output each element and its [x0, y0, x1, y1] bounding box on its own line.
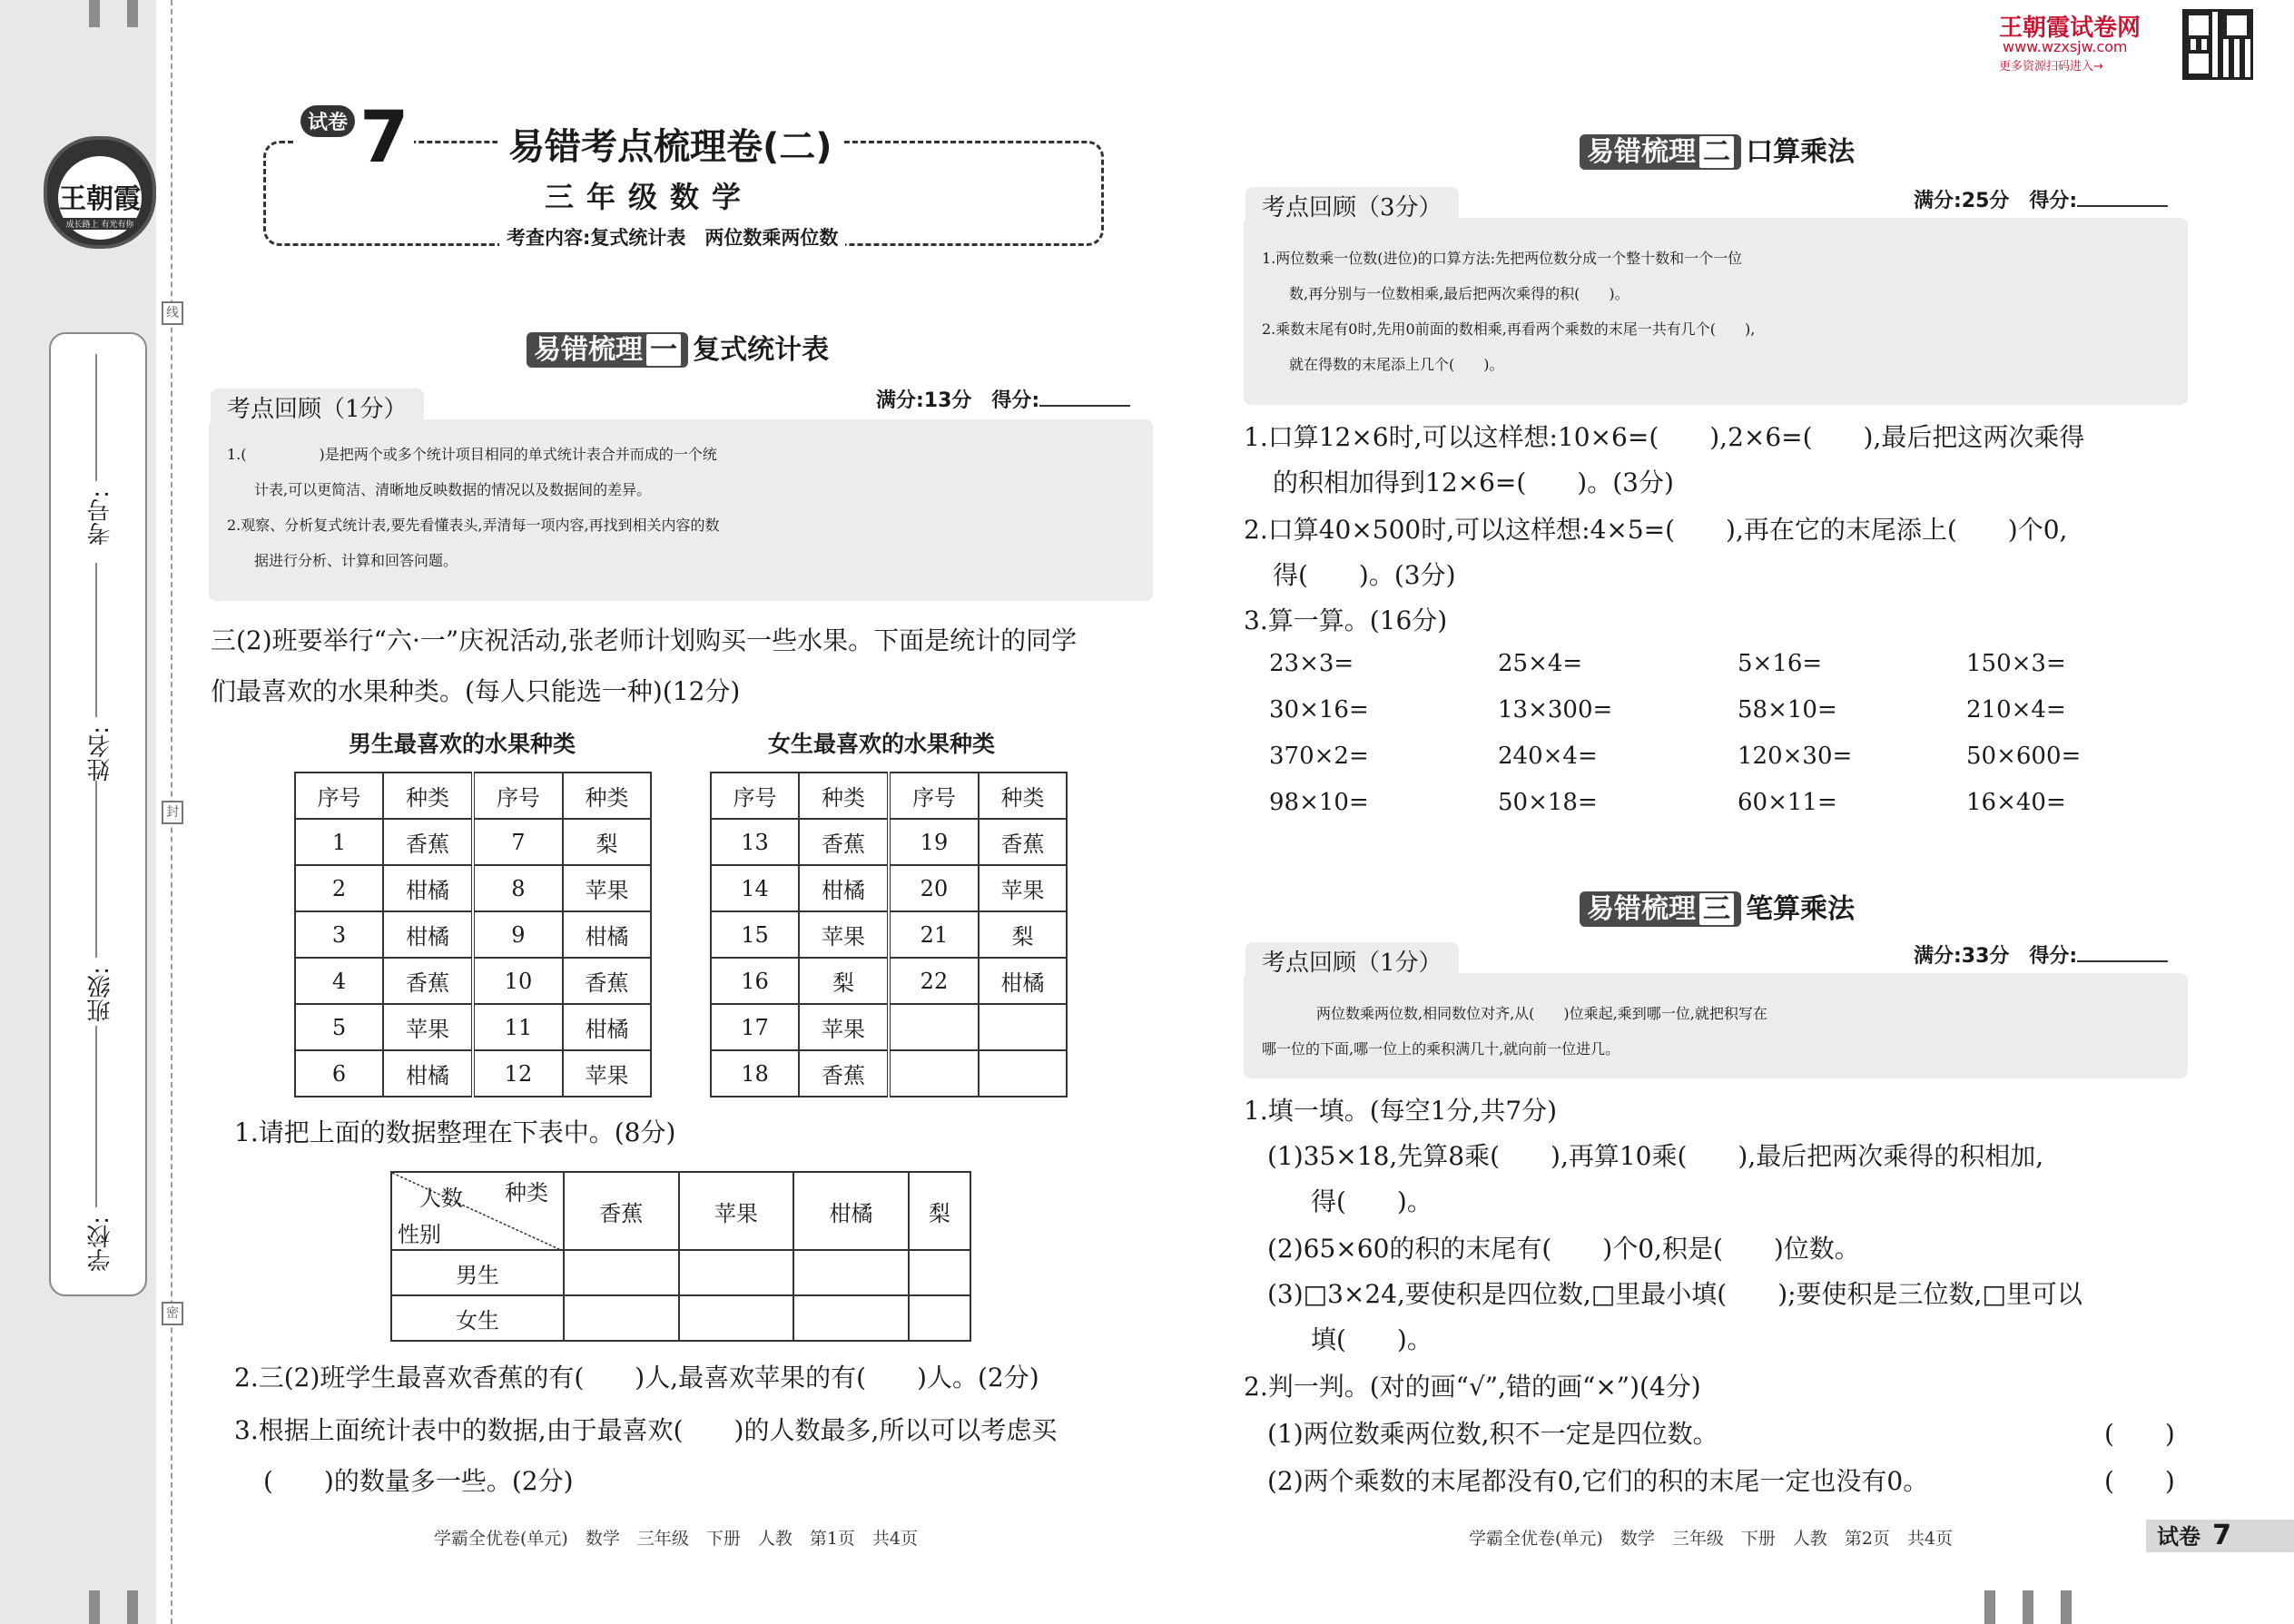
brand-name: 王朝霞试卷网: [1999, 15, 2141, 42]
calc-item: 30×16=: [1269, 696, 1369, 723]
page-title: 易错考点梳理卷(二): [497, 118, 843, 170]
table-cell: 6: [295, 1050, 383, 1097]
paper-badge: [295, 97, 414, 179]
section-tag: 易错梳理 二: [1580, 134, 1741, 170]
table-cell: [979, 1004, 1067, 1050]
calc-item: 5×16=: [1738, 650, 1823, 677]
student-info-box: [49, 332, 147, 1296]
summary-col-header: 香蕉: [564, 1172, 679, 1250]
exam-no-label: 考号:: [87, 490, 114, 546]
table-cell: 苹果: [563, 1050, 651, 1097]
answer-cell[interactable]: [679, 1295, 794, 1341]
table-cell: 4: [295, 958, 383, 1004]
section-title: 笔算乘法: [1746, 893, 1856, 925]
table-header: 序号: [295, 773, 383, 819]
table-row: [295, 865, 651, 911]
judge-a: (1)两位数乘两位数,积不一定是四位数。: [1267, 1419, 1718, 1449]
score-line: 满分:25分 得分:: [1914, 185, 2168, 213]
seal-mark: 密: [162, 1302, 183, 1325]
table-cell: 香蕉: [383, 958, 473, 1004]
answer-cell[interactable]: [793, 1295, 909, 1341]
section3-heading: [1580, 886, 1855, 926]
table-cell: 柑橘: [383, 1050, 473, 1097]
diagonal-header: [391, 1172, 564, 1250]
review-line: 据进行分析、计算和回答问题。: [254, 552, 458, 569]
question-1a: (1)35×18,先算8乘( ),再算10乘( ),最后把两次乘得的积相加,: [1267, 1141, 2044, 1171]
table-header: 序号: [889, 773, 979, 819]
table-cell: 13: [711, 819, 799, 865]
review-line: 就在得数的末尾添上几个( )。: [1289, 356, 1504, 373]
page-subtitle: 三年级数学: [545, 180, 754, 214]
table-cell: 11: [473, 1004, 563, 1050]
section-title: 口算乘法: [1746, 136, 1856, 168]
question-2: 2.口算40×500时,可以这样想:4×5=( ),再在它的末尾添上( )个0,: [1244, 515, 2068, 545]
table-cell: 12: [473, 1050, 563, 1097]
review-line: 数,再分别与一位数相乘,最后把两次乘得的积( )。: [1289, 285, 1629, 302]
answer-cell[interactable]: [679, 1250, 794, 1295]
table-row: [711, 958, 1067, 1004]
table-cell: 7: [473, 819, 563, 865]
table-cell: 苹果: [383, 1004, 473, 1050]
section-tag: 易错梳理 三: [1580, 891, 1741, 927]
table-cell: 柑橘: [383, 865, 473, 911]
school-label: 学校:: [87, 1216, 114, 1272]
table-cell: 19: [889, 819, 979, 865]
table-cell: 2: [295, 865, 383, 911]
table-row: [295, 819, 651, 865]
calc-item: 50×18=: [1498, 789, 1598, 816]
answer-cell[interactable]: [909, 1295, 970, 1341]
header-people: 人数: [419, 1186, 463, 1211]
section1-heading: [527, 327, 829, 367]
answer-cell[interactable]: [909, 1250, 970, 1295]
page-footer: 学霸全优卷(单元) 数学 三年级 下册 人教 第1页 共4页: [434, 1529, 919, 1549]
table-cell: 柑橘: [563, 1004, 651, 1050]
question-1-cont: 的积相加得到12×6=( )。(3分): [1273, 468, 1674, 497]
problem-intro: 三(2)班要举行“六·一”庆祝活动,张老师计划购买一些水果。下面是统计的同学: [211, 625, 1078, 655]
table-cell: 柑橘: [383, 911, 473, 958]
table-cell: [889, 1050, 979, 1097]
boys-table: [294, 772, 652, 1097]
score-line: 满分:13分 得分:: [876, 385, 1130, 413]
table-header: 种类: [799, 773, 889, 819]
answer-cell[interactable]: [564, 1295, 679, 1341]
name-label: 姓名:: [87, 726, 114, 782]
class-field[interactable]: [95, 781, 97, 958]
table-cell: 17: [711, 1004, 799, 1050]
table-cell: 香蕉: [979, 819, 1067, 865]
table-header: 种类: [979, 773, 1067, 819]
question-2-cont: 得( )。(3分): [1273, 560, 1456, 590]
question-2: 2.判一判。(对的画“√”,错的画“×”)(4分): [1244, 1372, 1701, 1402]
table-header: 序号: [473, 773, 563, 819]
table-cell: 14: [711, 865, 799, 911]
score-line: 满分:33分 得分:: [1914, 940, 2168, 969]
summary-col-header: 柑橘: [793, 1172, 909, 1250]
table-row: [711, 865, 1067, 911]
question-1c-cont: 填( )。: [1311, 1324, 1433, 1354]
review-text: [1262, 232, 2179, 389]
header-gender: 性别: [398, 1222, 441, 1247]
table-header: 种类: [563, 773, 651, 819]
review-line: 哪一位的下面,哪一位上的乘积满几十,就向前一位进几。: [1262, 1040, 1620, 1058]
seal-mark: 封: [162, 801, 183, 824]
crop-mark: [2061, 1590, 2072, 1624]
corner-number: 7: [2212, 1520, 2231, 1551]
crop-mark: [89, 1590, 100, 1624]
calc-item: 98×10=: [1269, 789, 1369, 816]
logo-text: 王朝霞: [59, 183, 141, 215]
brand-url: www.wzxsjw.com: [2003, 38, 2128, 55]
calc-item: 120×30=: [1738, 743, 1853, 770]
table-row: [295, 1050, 651, 1097]
table-cell: 香蕉: [383, 819, 473, 865]
question-3: 3.算一算。(16分): [1244, 605, 1448, 635]
calc-item: 370×2=: [1269, 743, 1369, 770]
girls-table-title: 女生最喜欢的水果种类: [768, 731, 996, 757]
table-cell: 梨: [979, 911, 1067, 958]
crop-mark: [127, 0, 138, 27]
question-1: 1.口算12×6时,可以这样想:10×6=( ),2×6=( ),最后把这两次乘得: [1244, 422, 2085, 452]
exam-scope: 考查内容:复式统计表 两位数乘两位数: [499, 223, 845, 251]
scan-text: 更多资源扫码进入→: [1999, 60, 2103, 74]
review-line: 1.( )是把两个或多个统计项目相同的单式统计表合并而成的一个统: [227, 446, 717, 463]
review-text: [227, 428, 1144, 585]
table-cell: 苹果: [563, 865, 651, 911]
question-1b: (2)65×60的积的末尾有( )个0,积是( )位数。: [1267, 1234, 1860, 1264]
question-1a-cont: 得( )。: [1311, 1186, 1433, 1216]
review-line: 两位数乘两位数,相同数位对齐,从( )位乘起,乘到哪一位,就把积写在: [1316, 1005, 1767, 1022]
corner-tag: 试卷: [2157, 1524, 2200, 1550]
seal-mark: 线: [162, 301, 183, 325]
table-cell: 9: [473, 911, 563, 958]
exam-no-field[interactable]: [95, 354, 97, 481]
brand-logo: [44, 136, 156, 249]
summary-row-label: 女生: [391, 1295, 564, 1341]
girls-table: [710, 772, 1068, 1097]
table-cell: 15: [711, 911, 799, 958]
calc-item: 58×10=: [1738, 696, 1837, 723]
summary-col-header: 梨: [909, 1172, 970, 1250]
table-cell: 18: [711, 1050, 799, 1097]
table-cell: 香蕉: [563, 958, 651, 1004]
table-cell: 20: [889, 865, 979, 911]
calc-item: 50×600=: [1966, 743, 2082, 770]
header-kind: 种类: [505, 1180, 548, 1206]
table-cell: 梨: [563, 819, 651, 865]
table-row: [711, 1050, 1067, 1097]
question-1c: (3)□3×24,要使积是四位数,□里最小填( );要使积是三位数,□里可以: [1267, 1279, 2082, 1309]
section-tag: 易错梳理 一: [527, 332, 688, 368]
calc-item: 16×40=: [1966, 789, 2066, 816]
table-cell: 1: [295, 819, 383, 865]
review-label: 考点回顾（1分）: [1245, 942, 1459, 979]
crop-mark: [127, 1590, 138, 1624]
table-row: [711, 911, 1067, 958]
table-row: [711, 819, 1067, 865]
crop-mark: [1984, 1590, 1995, 1624]
table-cell: 苹果: [799, 1004, 889, 1050]
summary-row-label: 男生: [391, 1250, 564, 1295]
problem-intro: 们最喜欢的水果种类。(每人只能选一种)(12分): [211, 676, 741, 706]
table-cell: 柑橘: [799, 865, 889, 911]
class-label: 班级:: [87, 967, 114, 1022]
question-3: 3.根据上面统计表中的数据,由于最喜欢( )的人数最多,所以可以考虑买: [234, 1415, 1058, 1445]
answer-cell[interactable]: [564, 1250, 679, 1295]
table-row: [711, 1004, 1067, 1050]
question-1: 1.请把上面的数据整理在下表中。(8分): [234, 1117, 676, 1147]
page-footer: 学霸全优卷(单元) 数学 三年级 下册 人教 第2页 共4页: [1469, 1529, 1954, 1549]
summary-table: [390, 1171, 971, 1342]
answer-cell[interactable]: [793, 1250, 909, 1295]
table-cell: 香蕉: [799, 1050, 889, 1097]
table-header: 种类: [383, 773, 473, 819]
table-cell: 8: [473, 865, 563, 911]
table-cell: [889, 1004, 979, 1050]
judge-b: (2)两个乘数的末尾都没有0,它们的积的末尾一定也没有0。: [1267, 1466, 1929, 1496]
table-cell: 21: [889, 911, 979, 958]
section-title: 复式统计表: [693, 334, 830, 366]
calc-item: 210×4=: [1966, 696, 2066, 723]
table-cell: 5: [295, 1004, 383, 1050]
calc-item: 60×11=: [1738, 789, 1837, 816]
judge-b-answer[interactable]: ( ): [2104, 1466, 2175, 1496]
question-1: 1.填一填。(每空1分,共7分): [1244, 1096, 1558, 1126]
review-line: 1.两位数乘一位数(进位)的口算方法:先把两位数分成一个整十数和一个一位: [1262, 250, 1743, 267]
table-cell: 柑橘: [563, 911, 651, 958]
paper-number: 7: [359, 97, 409, 179]
table-row: [295, 958, 651, 1004]
table-cell: 3: [295, 911, 383, 958]
table-cell: 苹果: [799, 911, 889, 958]
table-cell: 苹果: [979, 865, 1067, 911]
crop-mark: [2023, 1590, 2033, 1624]
corner-tab: [2146, 1520, 2294, 1552]
question-2: 2.三(2)班学生最喜欢香蕉的有( )人,最喜欢苹果的有( )人。(2分): [234, 1363, 1039, 1393]
table-cell: 柑橘: [979, 958, 1067, 1004]
paper-tag: 试卷: [300, 105, 355, 137]
table-row: [295, 1004, 651, 1050]
table-cell: 10: [473, 958, 563, 1004]
qr-code-icon[interactable]: [2182, 9, 2253, 80]
question-3-cont: ( )的数量多一些。(2分): [263, 1466, 574, 1496]
review-line: 2.乘数末尾有0时,先用0前面的数相乘,再看两个乘数的末尾一共有几个( ),: [1262, 320, 1756, 338]
table-cell: [979, 1050, 1067, 1097]
table-cell: 16: [711, 958, 799, 1004]
review-label: 考点回顾（1分）: [211, 389, 424, 426]
table-header: 序号: [711, 773, 799, 819]
summary-col-header: 苹果: [679, 1172, 794, 1250]
calc-item: 23×3=: [1269, 650, 1354, 677]
judge-a-answer[interactable]: ( ): [2104, 1419, 2175, 1449]
boys-table-title: 男生最喜欢的水果种类: [349, 731, 576, 757]
table-cell: 22: [889, 958, 979, 1004]
calc-item: 13×300=: [1498, 696, 1613, 723]
section2-heading: [1580, 129, 1855, 169]
review-text: [1262, 988, 2179, 1073]
crop-mark: [89, 0, 100, 27]
logo-subtext: 成长路上 有光有你: [62, 218, 138, 230]
table-cell: 香蕉: [799, 819, 889, 865]
calc-item: 25×4=: [1498, 650, 1583, 677]
school-field[interactable]: [95, 1026, 97, 1207]
table-cell: 梨: [799, 958, 889, 1004]
calc-item: 150×3=: [1966, 650, 2066, 677]
name-field[interactable]: [95, 563, 97, 717]
review-line: 2.观察、分析复式统计表,要先看懂表头,弄清每一项内容,再找到相关内容的数: [227, 517, 720, 534]
table-row: [295, 911, 651, 958]
review-line: 计表,可以更简洁、清晰地反映数据的情况以及数据间的差异。: [254, 481, 652, 498]
review-label: 考点回顾（3分）: [1245, 187, 1459, 224]
calc-item: 240×4=: [1498, 743, 1598, 770]
